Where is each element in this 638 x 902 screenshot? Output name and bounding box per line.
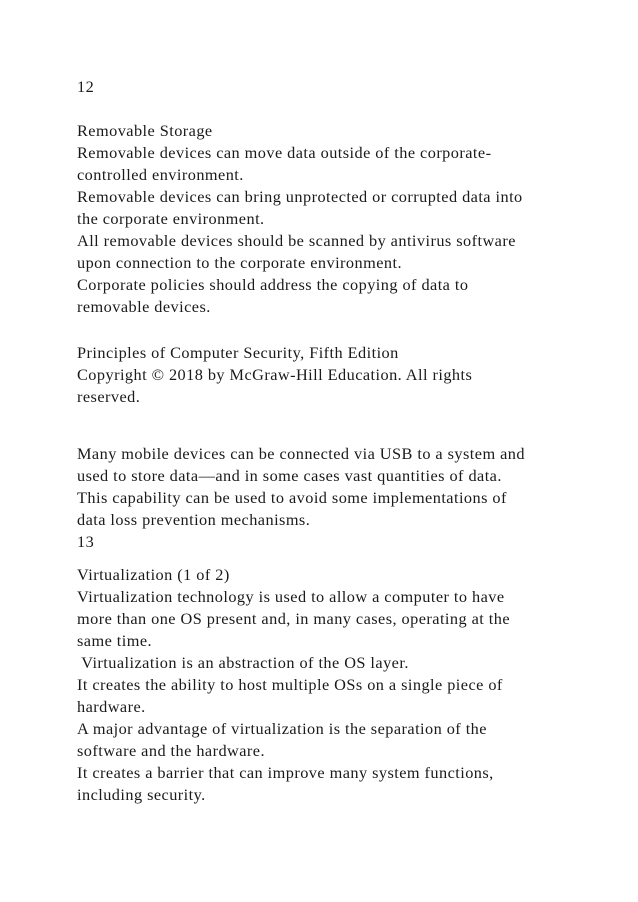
- body-line: Many mobile devices can be connected via USB to a system and: [77, 444, 525, 463]
- body-line: more than one OS present and, in many cases, operating at the: [77, 609, 511, 628]
- body-line: same time.: [77, 631, 153, 650]
- copyright-line: reserved.: [77, 387, 141, 406]
- body-line: including security.: [77, 785, 206, 804]
- body-line: All removable devices should be scanned by antivirus software: [77, 231, 516, 250]
- body-line: software and the hardware.: [77, 741, 265, 760]
- page-number-text: 13: [77, 532, 95, 551]
- page-number: [77, 76, 597, 98]
- body-line: Removable devices can move data outside of the corporate-: [77, 143, 492, 162]
- body-line: the corporate environment.: [77, 209, 265, 228]
- section-virtualization: [77, 564, 597, 806]
- section-heading: Removable Storage: [77, 121, 213, 140]
- speaker-notes: [77, 443, 597, 553]
- copyright-line: Copyright © 2018 by McGraw-Hill Education. All rights: [77, 365, 473, 384]
- body-line: controlled environment.: [77, 165, 244, 184]
- body-line: data loss prevention mechanisms.: [77, 510, 311, 529]
- body-line: It creates the ability to host multiple OSs on a single piece of: [77, 675, 503, 694]
- body-line: Virtualization technology is used to allow a computer to have: [77, 587, 505, 606]
- page-number-text: 12: [77, 77, 95, 96]
- body-line: A major advantage of virtualization is the separation of the: [77, 719, 487, 738]
- body-line: It creates a barrier that can improve many system functions,: [77, 763, 494, 782]
- section-removable-storage: [77, 120, 597, 318]
- body-line: used to store data—and in some cases vast quantities of data.: [77, 466, 502, 485]
- body-line: removable devices.: [77, 297, 211, 316]
- body-line: hardware.: [77, 697, 146, 716]
- body-line: upon connection to the corporate environment.: [77, 253, 402, 272]
- body-line: Virtualization is an abstraction of the OS layer.: [77, 653, 409, 672]
- body-line: Corporate policies should address the copying of data to: [77, 275, 469, 294]
- body-line: Removable devices can bring unprotected or corrupted data into: [77, 187, 523, 206]
- copyright-block: [77, 342, 597, 408]
- body-line: This capability can be used to avoid some implementations of: [77, 488, 507, 507]
- section-heading: Virtualization (1 of 2): [77, 565, 230, 584]
- book-title: Principles of Computer Security, Fifth Edition: [77, 343, 399, 362]
